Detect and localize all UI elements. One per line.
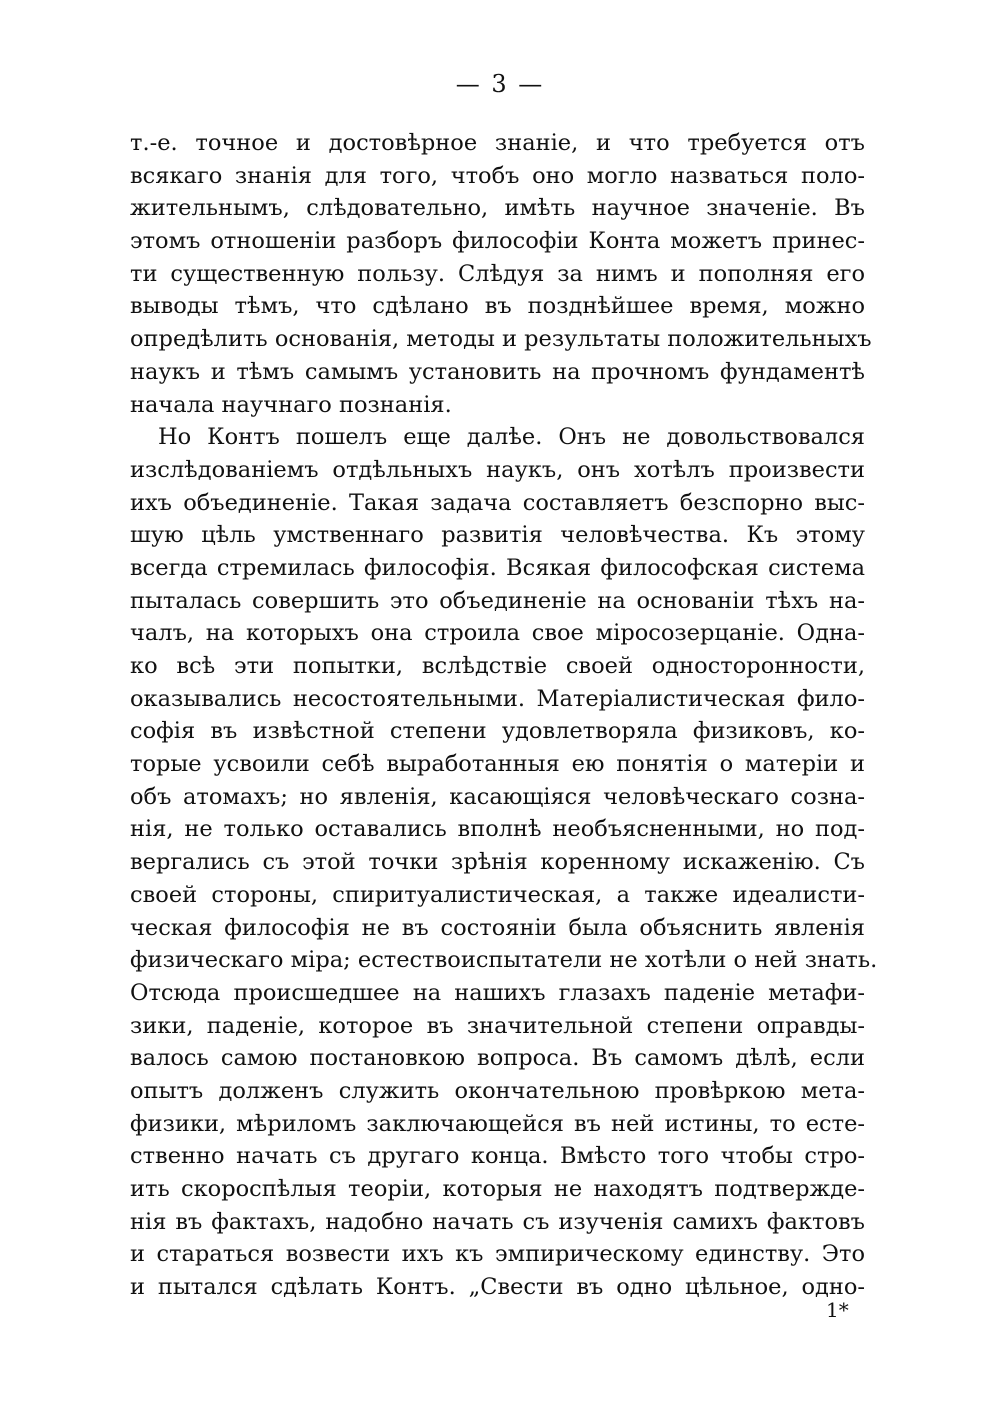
text-line: нія въ фактахъ, надобно начать съ изученія самихъ фактовъ (130, 1208, 865, 1235)
text-line: физики, мѣриломъ заключающейся въ ней истины, то есте- (130, 1110, 865, 1137)
text-line: ти существенную пользу. Слѣдуя за нимъ и пополняя его (130, 260, 865, 287)
text-line: оказывались несостоятельными. Матеріалистическая фило- (130, 685, 865, 712)
text-line: опредѣлить основанія, методы и результаты положительныхъ (130, 326, 872, 353)
text-line: чалъ, на которыхъ она строила свое міросозерцаніе. Одна- (130, 620, 865, 647)
text-line: и пытался сдѣлать Контъ. „Свести въ одно цѣльное, одно- (130, 1274, 865, 1301)
text-line: Отсюда происшедшее на нашихъ глазахъ паденіе метафи- (130, 979, 865, 1006)
text-line: выводы тѣмъ, что сдѣлано въ позднѣйшее время, можно (130, 293, 865, 320)
text-line: вергались съ этой точки зрѣнія коренному искаженію. Съ (130, 849, 865, 876)
text-line: шую цѣль умственнаго развитія человѣчества. Къ этому (130, 522, 865, 549)
text-line: объ атомахъ; но явленія, касающіяся человѣческаго созна- (130, 783, 865, 810)
text-line: своей стороны, спиритуалистическая, а также идеалисти- (130, 881, 865, 908)
text-line: изслѣдованіемъ отдѣльныхъ наукъ, онъ хотѣлъ произвести (130, 456, 865, 483)
text-line: всегда стремилась философія. Всякая философская система (130, 554, 865, 581)
text-line: софія въ извѣстной степени удовлетворяла физиковъ, ко- (130, 718, 865, 745)
text-line: и стараться возвести ихъ къ эмпирическому единству. Это (130, 1241, 865, 1268)
text-line: начала научнаго познанія. (130, 391, 452, 418)
text-line: ческая философія не въ состояніи была объяснить явленія (130, 914, 865, 941)
text-line: ко всѣ эти попытки, вслѣдствіе своей односторонности, (130, 653, 865, 679)
text-line: нія, не только оставались вполнѣ необъясненными, но под- (130, 816, 865, 843)
text-line: торые усвоили себѣ выработанныя ею понятія о матеріи и (130, 751, 865, 778)
text-line: Но Контъ пошелъ еще далѣе. Онъ не довольствовался (158, 424, 865, 451)
text-line: валось самою постановкою вопроса. Въ самомъ дѣлѣ, если (130, 1045, 865, 1072)
text-line: всякаго знанія для того, чтобъ оно могло назваться поло- (130, 162, 865, 189)
text-line: опытъ долженъ служить окончательною провѣркою мета- (130, 1077, 865, 1104)
text-line: физическаго міра; естествоиспытатели не хотѣли о ней знать. (130, 947, 878, 974)
body-text (130, 127, 878, 1304)
text-line: т.-е. точное и достовѣрное знаніе, и что требуется отъ (130, 130, 865, 156)
text-line: наукъ и тѣмъ самымъ установить на прочномъ фундаментѣ (130, 358, 865, 385)
text-line: этомъ отношеніи разборъ философіи Конта можетъ принес- (130, 228, 865, 255)
text-line: пыталась совершить это объединеніе на основаніи тѣхъ на- (130, 587, 865, 614)
text-line: жительнымъ, слѣдовательно, имѣть научное значеніе. Въ (130, 195, 865, 222)
paragraph-2 (130, 421, 878, 1304)
text-line: ить скороспѣлыя теоріи, которыя не находятъ подтвержде- (130, 1176, 865, 1202)
paragraph-1 (130, 127, 872, 421)
text-line: зики, паденіе, которое въ значительной степени оправды- (130, 1012, 865, 1039)
text-line: ихъ объединеніе. Такая задача составляетъ безспорно выс- (130, 489, 865, 516)
page-number: — 3 — (455, 70, 545, 98)
printer-signature-mark: 1* (826, 1298, 849, 1322)
text-line: ственно начать съ другаго конца. Вмѣсто того чтобы стро- (130, 1143, 865, 1170)
